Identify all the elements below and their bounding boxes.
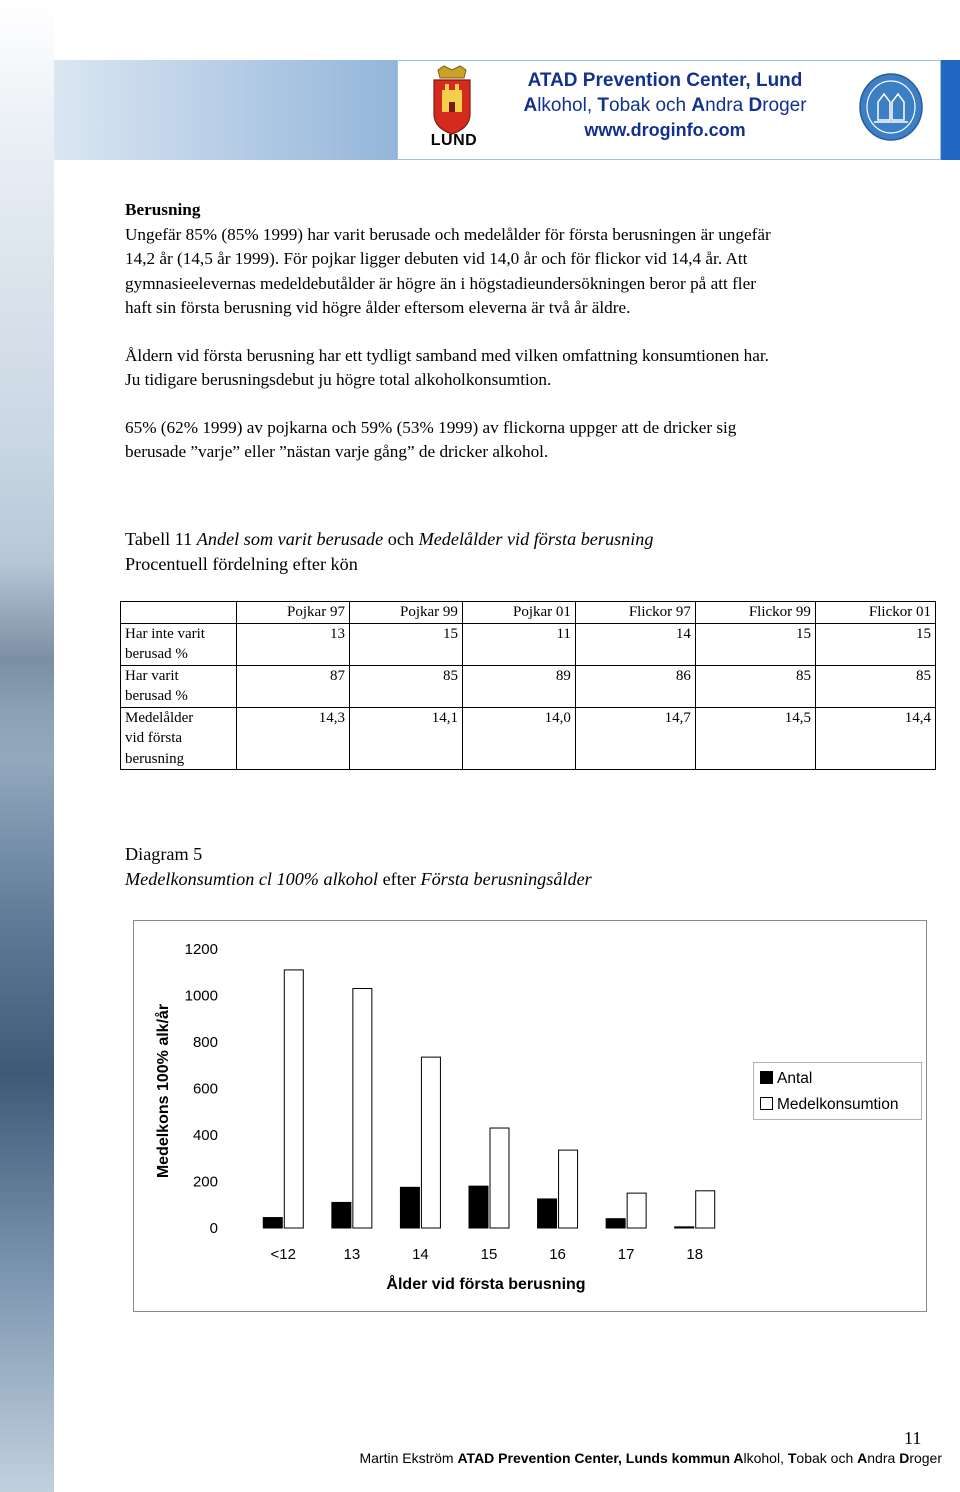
bar-antal [675, 1227, 694, 1228]
bar-antal [263, 1218, 282, 1228]
table-cell: 85 [815, 665, 935, 707]
diagram-caption-italic: Medelkonsumtion cl 100% alkohol [125, 868, 379, 889]
row-label-line: berusad % [125, 646, 188, 662]
y-tick-label: 400 [192, 1127, 218, 1144]
column-header: Pojkar 97 [237, 602, 350, 624]
row-label-line: vid första [125, 730, 183, 746]
chart-frame [133, 920, 927, 1312]
legend-item-medelkonsumtion [760, 1096, 898, 1114]
y-tick-label: 1200 [184, 941, 218, 958]
header-subtitle [490, 93, 840, 118]
bar-medelkonsumtion [490, 1128, 509, 1228]
bar-antal [332, 1202, 351, 1228]
paragraph-line: Åldern vid första berusning har ett tydligt samband med vilken omfattning konsumtionen har. [125, 345, 769, 365]
bar-medelkonsumtion [696, 1191, 715, 1228]
table-cell: 89 [462, 665, 575, 707]
table-caption-italic: Medelålder vid första berusning [418, 529, 654, 549]
header-subtitle-part: lkohol, [537, 95, 598, 116]
diagram-caption-line2 [125, 867, 592, 892]
section-heading: Berusning [125, 200, 201, 219]
paragraph-line: gymnasieelevernas medeldebutålder är högre än i högstadieundersökningen beror på att fler [125, 273, 756, 293]
x-tick-label: 17 [617, 1246, 635, 1263]
table-row [121, 707, 936, 770]
header-org-line: ATAD Prevention Center, Lund [527, 70, 803, 91]
table-cell: 11 [462, 623, 575, 665]
diagram-caption-italic: Första berusningsålder [420, 868, 592, 889]
table-cell: 15 [349, 623, 462, 665]
table-cell: 15 [815, 623, 935, 665]
table-caption-mid: och [383, 529, 419, 549]
legend-item-antal [760, 1070, 812, 1088]
column-header: Flickor 97 [575, 602, 695, 624]
bar-antal [538, 1199, 557, 1228]
table-cell: 14,4 [815, 707, 935, 770]
table-row [121, 665, 936, 707]
page-number: 11 [904, 1428, 922, 1448]
chart-legend [753, 1062, 922, 1120]
footer-part: roger [909, 1450, 942, 1466]
paragraph-line: 65% (62% 1999) av pojkarna och 59% (53% 1999) av flickorna uppger att de dricker sig [125, 417, 737, 437]
x-tick-label: <12 [270, 1246, 297, 1263]
header-subtitle-part: obak och [609, 95, 692, 116]
y-tick-label: 0 [209, 1220, 218, 1237]
table-caption [125, 527, 653, 576]
footer-part: obak och [796, 1450, 858, 1466]
table-cell: 14,5 [695, 707, 815, 770]
column-header: Flickor 01 [815, 602, 935, 624]
data-table [120, 601, 936, 770]
footer-part: lkohol, [743, 1450, 788, 1466]
table-cell: 14,3 [237, 707, 350, 770]
row-label [121, 707, 237, 770]
bar-medelkonsumtion [353, 989, 372, 1228]
row-label-line: Medelålder [125, 709, 194, 726]
bar-antal [606, 1219, 625, 1228]
x-tick-label: 15 [480, 1246, 498, 1263]
table-cell: 87 [237, 665, 350, 707]
bar-antal [400, 1187, 419, 1228]
table-cell: 13 [237, 623, 350, 665]
table-caption-line2: Procentuell fördelning efter kön [125, 553, 358, 574]
bar-medelkonsumtion [284, 970, 303, 1228]
paragraph-line: Ju tidigare berusningsdebut ju högre total alkoholkonsumtion. [125, 370, 552, 389]
footer-part: T [787, 1450, 797, 1466]
column-header: Flickor 99 [695, 602, 815, 624]
y-tick-label: 600 [192, 1080, 218, 1098]
x-tick-label: 16 [549, 1246, 566, 1263]
bar-medelkonsumtion [421, 1057, 440, 1228]
legend-swatch-filled-icon [760, 1071, 773, 1084]
footer-line [359, 1450, 942, 1466]
table-corner-cell [121, 602, 237, 624]
row-label-line: Har inte varit [125, 625, 205, 642]
table-caption-prefix: Tabell 11 [125, 529, 197, 549]
footer-part: A [857, 1450, 868, 1466]
body-text [125, 198, 940, 465]
x-tick-label: 18 [686, 1246, 704, 1263]
table-cell: 14,7 [575, 707, 695, 770]
footer-part: ATAD Prevention Center, Lunds kommun [457, 1450, 734, 1466]
table-caption-line1 [125, 527, 653, 552]
diagram-caption-mid: efter [378, 868, 421, 889]
table-cell: 85 [695, 665, 815, 707]
bar-medelkonsumtion [559, 1150, 578, 1228]
paragraph-line: berusade ”varje” eller ”nästan varje gång” de dricker alkohol. [125, 442, 549, 461]
table-header-row [121, 602, 936, 624]
y-tick-label: 1000 [184, 987, 218, 1005]
header-subtitle-part: T [597, 95, 609, 116]
x-axis-title: Ålder vid första berusning [386, 1276, 586, 1293]
table-row [121, 623, 936, 665]
header-url-link[interactable]: www.droginfo.com [584, 120, 746, 140]
table-caption-italic: Andel som varit berusade [196, 529, 384, 549]
row-label-line: berusning [125, 750, 185, 767]
legend-swatch-empty-icon [760, 1097, 773, 1110]
column-header: Pojkar 99 [349, 602, 462, 624]
diagram-caption [125, 842, 592, 891]
table-cell: 14,1 [349, 707, 462, 770]
table-cell: 86 [575, 665, 695, 707]
row-label [121, 623, 237, 665]
table-cell: 14 [575, 623, 695, 665]
header-subtitle-part: ndra [705, 95, 749, 116]
y-tick-label: 200 [192, 1173, 218, 1191]
column-header: Pojkar 01 [462, 602, 575, 624]
paragraph-line: 14,2 år (14,5 år 1999). För pojkar ligger debuten vid 14,0 år och för flickor vid 14,4 år. Att [125, 249, 748, 268]
table-cell: 14,0 [462, 707, 575, 770]
bar-antal [469, 1186, 488, 1228]
y-tick-label: 800 [192, 1034, 218, 1051]
decorative-sidebar-photo [0, 0, 54, 1492]
row-label-line: Har varit [125, 667, 179, 684]
legend-label: Antal [777, 1070, 813, 1087]
row-label-line: berusad % [125, 688, 188, 704]
droginfo-logo-icon [858, 72, 924, 142]
footer-author: Martin Ekström [359, 1450, 458, 1466]
table-cell: 85 [349, 665, 462, 707]
header-subtitle-part: A [523, 95, 538, 116]
footer-part: D [899, 1450, 910, 1466]
header-title-block [490, 68, 840, 143]
x-tick-label: 13 [343, 1246, 361, 1263]
diagram-caption-line1: Diagram 5 [125, 844, 203, 864]
lund-label: LUND [430, 132, 478, 149]
legend-label: Medelkonsumtion [777, 1096, 899, 1113]
y-axis-title: Medelkons 100% alk/år [155, 1003, 172, 1179]
paragraph-line: Ungefär 85% (85% 1999) har varit berusade och medelålder för första berusningen är ungefär [125, 224, 771, 244]
paragraph-line: haft sin första berusning vid högre ålder eftersom eleverna är två år äldre. [125, 298, 631, 317]
header-subtitle-part: D [748, 95, 763, 116]
table-cell: 15 [695, 623, 815, 665]
x-tick-label: 14 [412, 1246, 429, 1263]
footer-part: A [733, 1450, 744, 1466]
row-label [121, 665, 237, 707]
header-subtitle-part: roger [762, 95, 807, 116]
footer-part: ndra [867, 1450, 900, 1466]
header-subtitle-part: A [691, 95, 706, 116]
bar-medelkonsumtion [627, 1193, 646, 1228]
